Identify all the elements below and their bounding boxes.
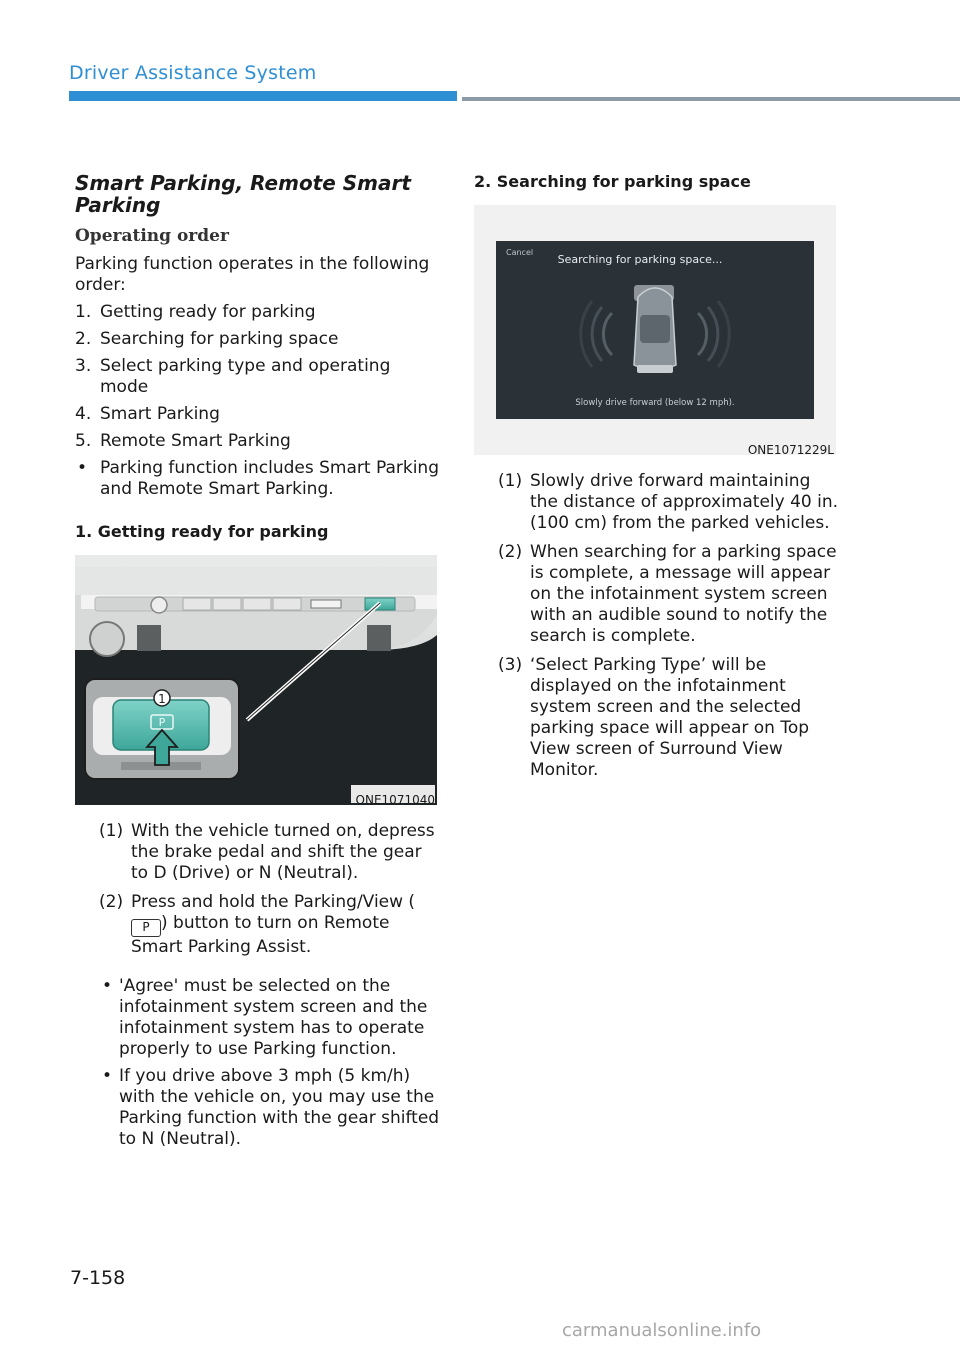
page-number: 7-158 <box>70 1267 126 1289</box>
note-item: • 'Agree' must be selected on the infotainment system screen and the infotainment system has to operate properly to use Parking function. <box>102 976 428 1059</box>
parking-view-button-icon: P <box>131 919 161 937</box>
watermark: carmanualsonline.info <box>562 1320 762 1341</box>
list-item: (2) Press and hold the Parking/View (P ) button to turn on Remote Smart Parking Assist. <box>99 892 416 957</box>
list-item: 4. Smart Parking <box>75 404 220 424</box>
list-item: (3) ‘Select Parking Type’ will be displayed on the infotainment system screen and the selected parking space will appear on Top View screen of Surround View Monitor. <box>498 655 810 780</box>
section-title: Smart Parking, Remote Smart Parking <box>75 171 411 217</box>
figure-code: ONE1071040 <box>355 793 435 807</box>
step1-instructions <box>75 821 441 958</box>
step2-heading: 2. Searching for parking space <box>474 172 751 191</box>
list-item: (2) When searching for a parking space is complete, a message will appear on the infotainment system screen with an audible sound to notify the search is complete. <box>498 542 837 646</box>
right-column <box>474 172 840 789</box>
screen-hint: Slowly drive forward (below 12 mph). <box>575 398 735 408</box>
infotainment-illustration <box>474 205 836 455</box>
header-rule-gray <box>462 97 960 101</box>
dashboard-illustration <box>75 555 437 805</box>
callout-number: 1 <box>158 692 166 706</box>
step1-heading: 1. Getting ready for parking <box>75 522 329 541</box>
figure-code: ONE1071229L <box>747 443 834 457</box>
note-item: • If you drive above 3 mph (5 km/h) with the vehicle on, you may use the Parking function with the gear shifted to N (Neutral). <box>102 1066 440 1149</box>
cancel-label: Cancel <box>506 248 534 257</box>
list-item: (1) Slowly drive forward maintaining the distance of approximately 40 in. (100 cm) from the parked vehicles. <box>498 471 839 533</box>
list-item: 5. Remote Smart Parking <box>75 431 291 451</box>
header-title: Driver Assistance System <box>69 62 317 84</box>
list-item: 2. Searching for parking space <box>75 329 339 349</box>
step2-instructions <box>474 471 840 781</box>
figure-parking-button <box>75 555 441 809</box>
bullet-note: • Parking function includes Smart Parking and Remote Smart Parking. <box>77 458 439 499</box>
left-column <box>75 172 441 1156</box>
figure-search-screen <box>474 205 840 459</box>
list-item: 1. Getting ready for parking <box>75 302 316 322</box>
list-item: (1) With the vehicle turned on, depress the brake pedal and shift the gear to D (Drive) or N (Neutral). <box>99 821 435 883</box>
list-item: 3. Select parking type and operating mode <box>75 356 391 397</box>
screen-title: Searching for parking space... <box>557 253 723 266</box>
header-rule-blue <box>69 91 457 101</box>
subhead-operating-order: Operating order <box>75 226 229 246</box>
parking-button-label: P <box>158 716 166 729</box>
intro-paragraph: Parking function operates in the following order: <box>75 254 430 295</box>
operating-steps-list <box>75 302 441 452</box>
notes <box>75 976 441 1150</box>
